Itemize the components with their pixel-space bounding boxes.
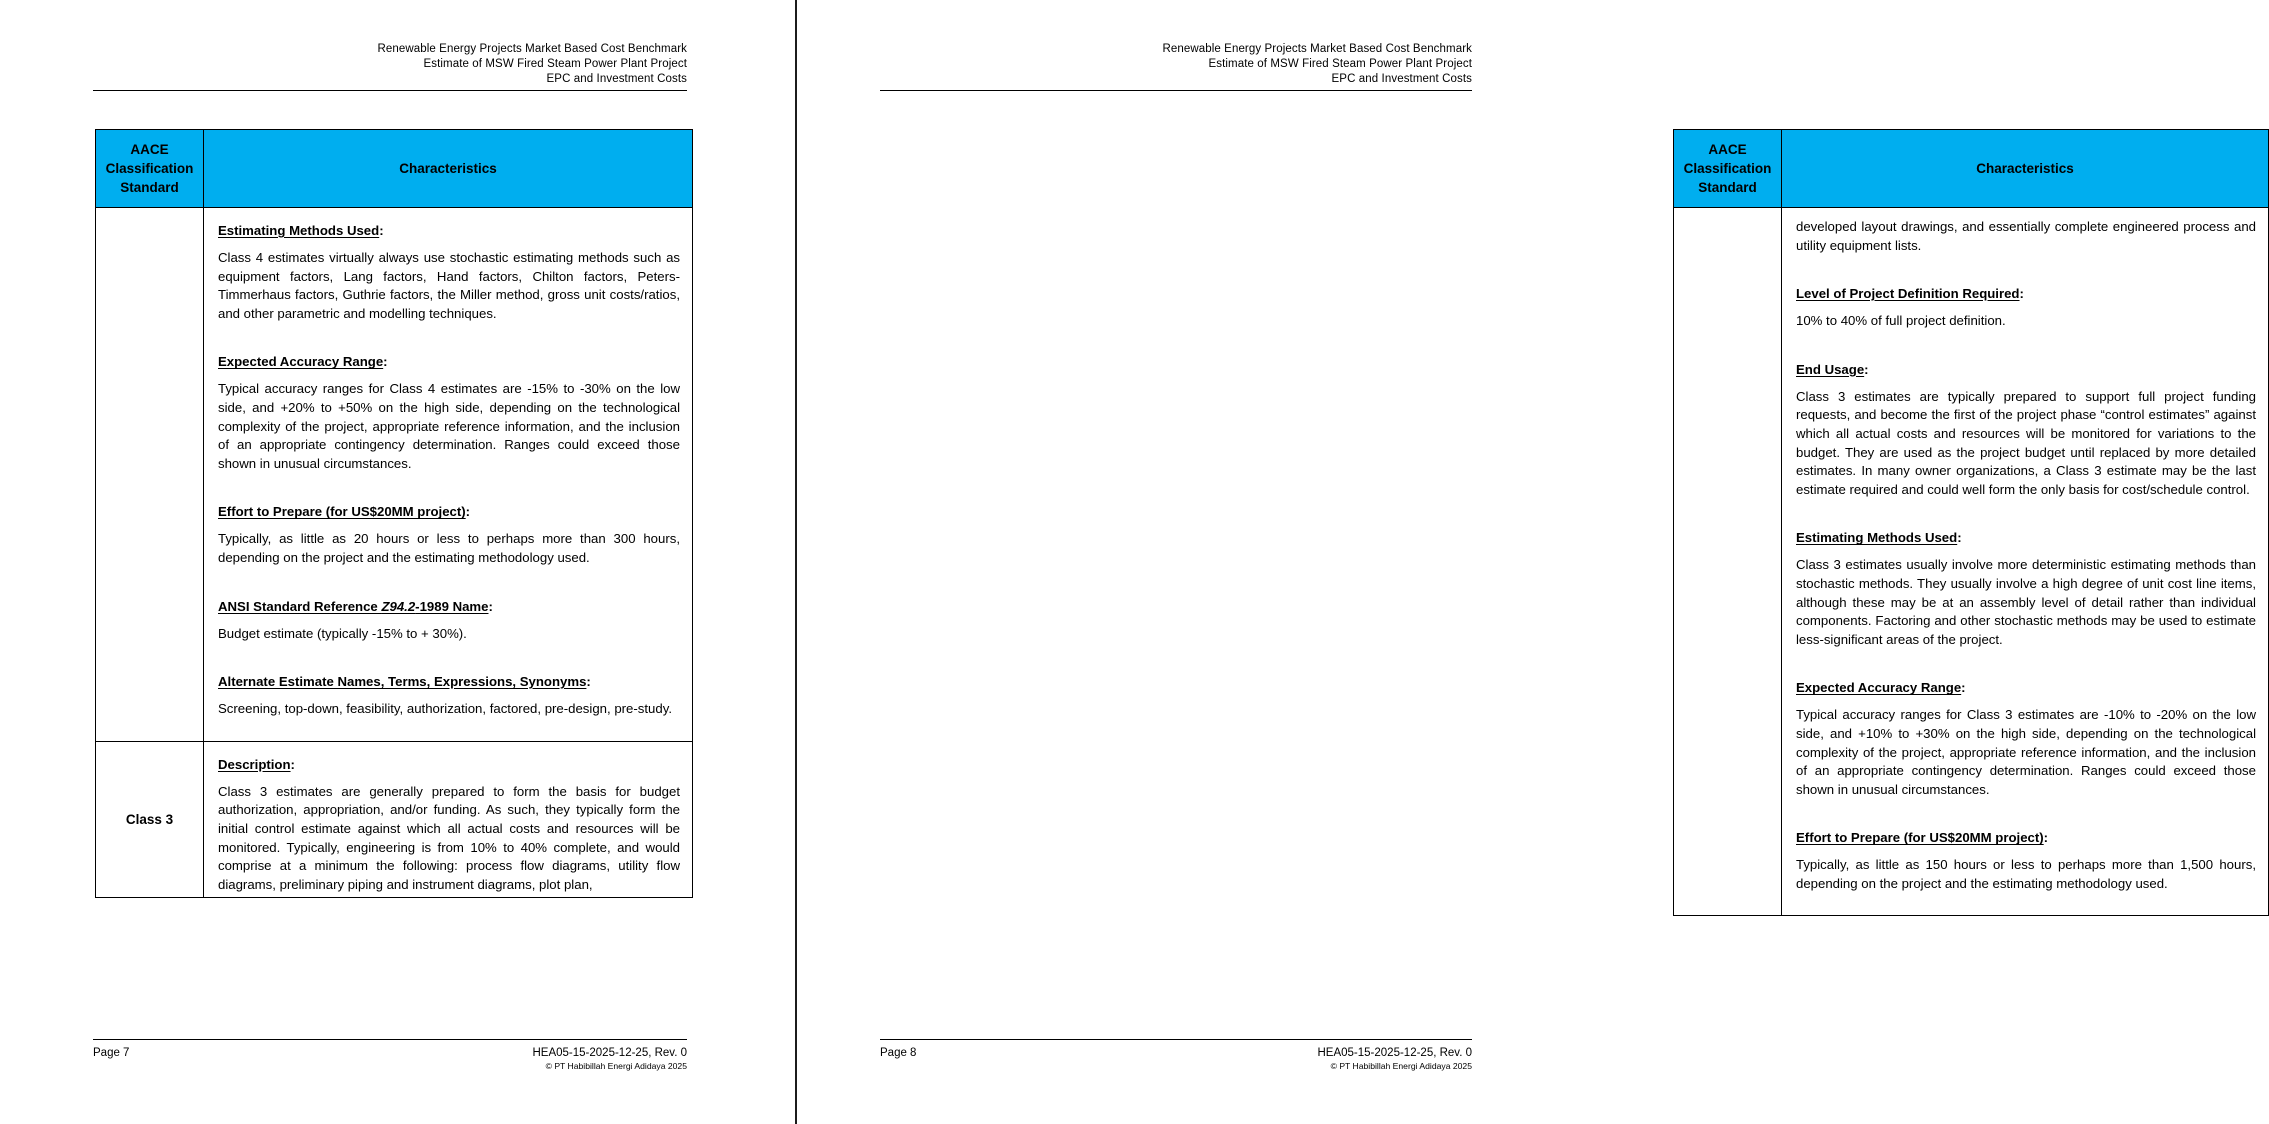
section-heading-expected-accuracy-range: Expected Accuracy Range: xyxy=(218,354,388,370)
section-body-estimating-methods-used: Class 3 estimates usually involve more deterministic estimating methods than stochastic methods. They usually involve a high degree of unit cost line items, although these may be at an assembly level of detail rather than individual components. Factoring and other stochastic methods may be used to estimate less-significant areas of the project. xyxy=(1796,557,2256,647)
header-rule xyxy=(93,90,687,91)
section-body-ansi-standard-reference: Budget estimate (typically -15% to + 30%). xyxy=(218,625,467,641)
table-row-class3-continued xyxy=(1674,208,2269,916)
page-footer xyxy=(880,1039,1472,1072)
section-body-end-usage: Class 3 estimates are typically prepared to support full project funding requests, and become the first of the project phase “control estimates” against which all actual costs and resources will be monitored for variations to the budget. They are used as the project budget until replaced by more detailed estimates. In many owner organizations, a Class 3 estimate may be the last estimate required and could well form the only basis for cost/schedule control. xyxy=(1796,388,2256,497)
section-heading-ansi-standard-reference: ANSI Standard Reference Z94.2-1989 Name: xyxy=(218,598,493,614)
page-header xyxy=(880,42,1472,91)
ansi-heading-prefix: ANSI Standard Reference xyxy=(218,598,382,614)
column-header-aace-class xyxy=(96,130,204,208)
footer-rule xyxy=(93,1039,687,1040)
header-rule xyxy=(880,90,1472,91)
header-line-3: EPC and Investment Costs xyxy=(546,73,687,86)
footer-rule xyxy=(880,1039,1472,1040)
class-header-line-3: Standard xyxy=(1698,180,1757,195)
page-7 xyxy=(0,0,795,1124)
table-header-row xyxy=(1674,130,2269,208)
column-header-characteristics: Characteristics xyxy=(204,130,693,208)
header-line-1: Renewable Energy Projects Market Based Cost Benchmark xyxy=(1162,43,1472,55)
section-heading-alternate-estimate-names: Alternate Estimate Names, Terms, Expressions, Synonyms: xyxy=(218,674,591,690)
page-number-label: Page 8 xyxy=(880,1047,917,1059)
header-line-3: EPC and Investment Costs xyxy=(1331,73,1472,86)
class-header-line-2: Classification xyxy=(1683,161,1772,176)
section-body-expected-accuracy-range: Typical accuracy ranges for Class 4 estimates are -15% to -30% on the low side, and +20% to +50% on the high side, depending on the technological complexity of the project, appropriate reference information, and the inclusion of an appropriate contingency determination. Ranges could exceed those shown in unusual circumstances. xyxy=(218,381,680,471)
continued-paragraph: developed layout drawings, and essentially complete engineered process and utility equipment lists. xyxy=(1796,219,2256,253)
page-number-label: Page 7 xyxy=(93,1047,130,1059)
table-row-class3 xyxy=(96,741,693,897)
section-body-effort-to-prepare: Typically, as little as 20 hours or less to perhaps more than 300 hours, depending on the project and the estimating methodology used. xyxy=(218,531,680,565)
column-header-aace-class xyxy=(1674,130,1782,208)
document-number: HEA05-15-2025-12-25, Rev. 0 xyxy=(1317,1047,1472,1059)
page-footer xyxy=(93,1039,687,1072)
section-heading-estimating-methods-used: Estimating Methods Used: xyxy=(218,223,384,238)
aace-classification-table xyxy=(1673,129,2269,916)
section-heading-expected-accuracy-range: Expected Accuracy Range: xyxy=(1796,680,1966,696)
section-body-level-of-project-definition: 10% to 40% of full project definition. xyxy=(1796,313,2006,329)
section-heading-effort-to-prepare: Effort to Prepare (for US$20MM project): xyxy=(1796,830,2049,846)
section-body-expected-accuracy-range: Typical accuracy ranges for Class 3 estimates are -10% to -20% on the low side, and +10% to +30% on the high side, depending on the technological complexity of the project, appropriate reference information, and the inclusion of an appropriate contingency determination. Ranges could exceed those shown in unusual circumstances. xyxy=(1796,707,2256,797)
aace-classification-table xyxy=(95,129,693,898)
section-body-description: Class 3 estimates are generally prepared to form the basis for budget authorization, appropriation, and/or funding. As such, they typically form the initial control estimate against which all actual costs and resources will be monitored. Typically, engineering is from 10% to 40% complete, and would comprise at a minimum the following: process flow diagrams, utility flow diagrams, preliminary piping and instrument diagrams, plot plan, xyxy=(218,783,680,892)
section-heading-end-usage: End Usage: xyxy=(1796,361,1869,377)
characteristics-cell-class3-continued xyxy=(1782,208,2269,916)
column-header-characteristics: Characteristics xyxy=(1782,130,2269,208)
class-header-line-2: Classification xyxy=(105,161,194,176)
characteristics-cell-class3 xyxy=(204,741,693,897)
copyright-notice: © PT Habibillah Energi Adidaya 2025 xyxy=(545,1061,687,1071)
header-line-1: Renewable Energy Projects Market Based Cost Benchmark xyxy=(377,43,687,55)
table-row-class4-continued xyxy=(96,208,693,742)
class-header-line-1: AACE xyxy=(1708,142,1747,157)
ansi-heading-suffix: -1989 Name xyxy=(415,598,489,614)
header-line-2: Estimate of MSW Fired Steam Power Plant Project xyxy=(1208,58,1472,71)
class-cell-class-3: Class 3 xyxy=(96,741,204,897)
page-header xyxy=(93,42,687,91)
table-header-row xyxy=(96,130,693,208)
class-cell-blank xyxy=(96,208,204,742)
section-heading-estimating-methods-used: Estimating Methods Used: xyxy=(1796,530,1962,546)
ansi-heading-standard-code: Z94.2 xyxy=(381,598,416,614)
page-8 xyxy=(795,0,2256,1124)
header-line-2: Estimate of MSW Fired Steam Power Plant Project xyxy=(423,58,687,71)
section-body-effort-to-prepare: Typically, as little as 150 hours or less to perhaps more than 1,500 hours, depending on the project and the estimating methodology used. xyxy=(1796,857,2256,891)
section-heading-effort-to-prepare: Effort to Prepare (for US$20MM project): xyxy=(218,504,471,520)
section-body-alternate-estimate-names: Screening, top-down, feasibility, authorization, factored, pre-design, pre-study. xyxy=(218,701,672,717)
class-header-line-1: AACE xyxy=(130,142,169,157)
document-number: HEA05-15-2025-12-25, Rev. 0 xyxy=(532,1047,687,1059)
class-header-line-3: Standard xyxy=(120,180,179,195)
section-heading-level-of-project-definition: Level of Project Definition Required: xyxy=(1796,286,2024,302)
characteristics-cell-class4 xyxy=(204,208,693,742)
section-body-estimating-methods-used: Class 4 estimates virtually always use stochastic estimating methods such as equipment factors, Lang factors, Hand factors, Chilton factors, Peters-Timmerhaus factors, Guthrie factors, the Miller method, gross unit costs/ratios, and other parametric and modelling techniques. xyxy=(218,250,680,321)
section-heading-description: Description: xyxy=(218,756,295,772)
copyright-notice: © PT Habibillah Energi Adidaya 2025 xyxy=(1330,1061,1472,1071)
class-cell-blank xyxy=(1674,208,1782,916)
